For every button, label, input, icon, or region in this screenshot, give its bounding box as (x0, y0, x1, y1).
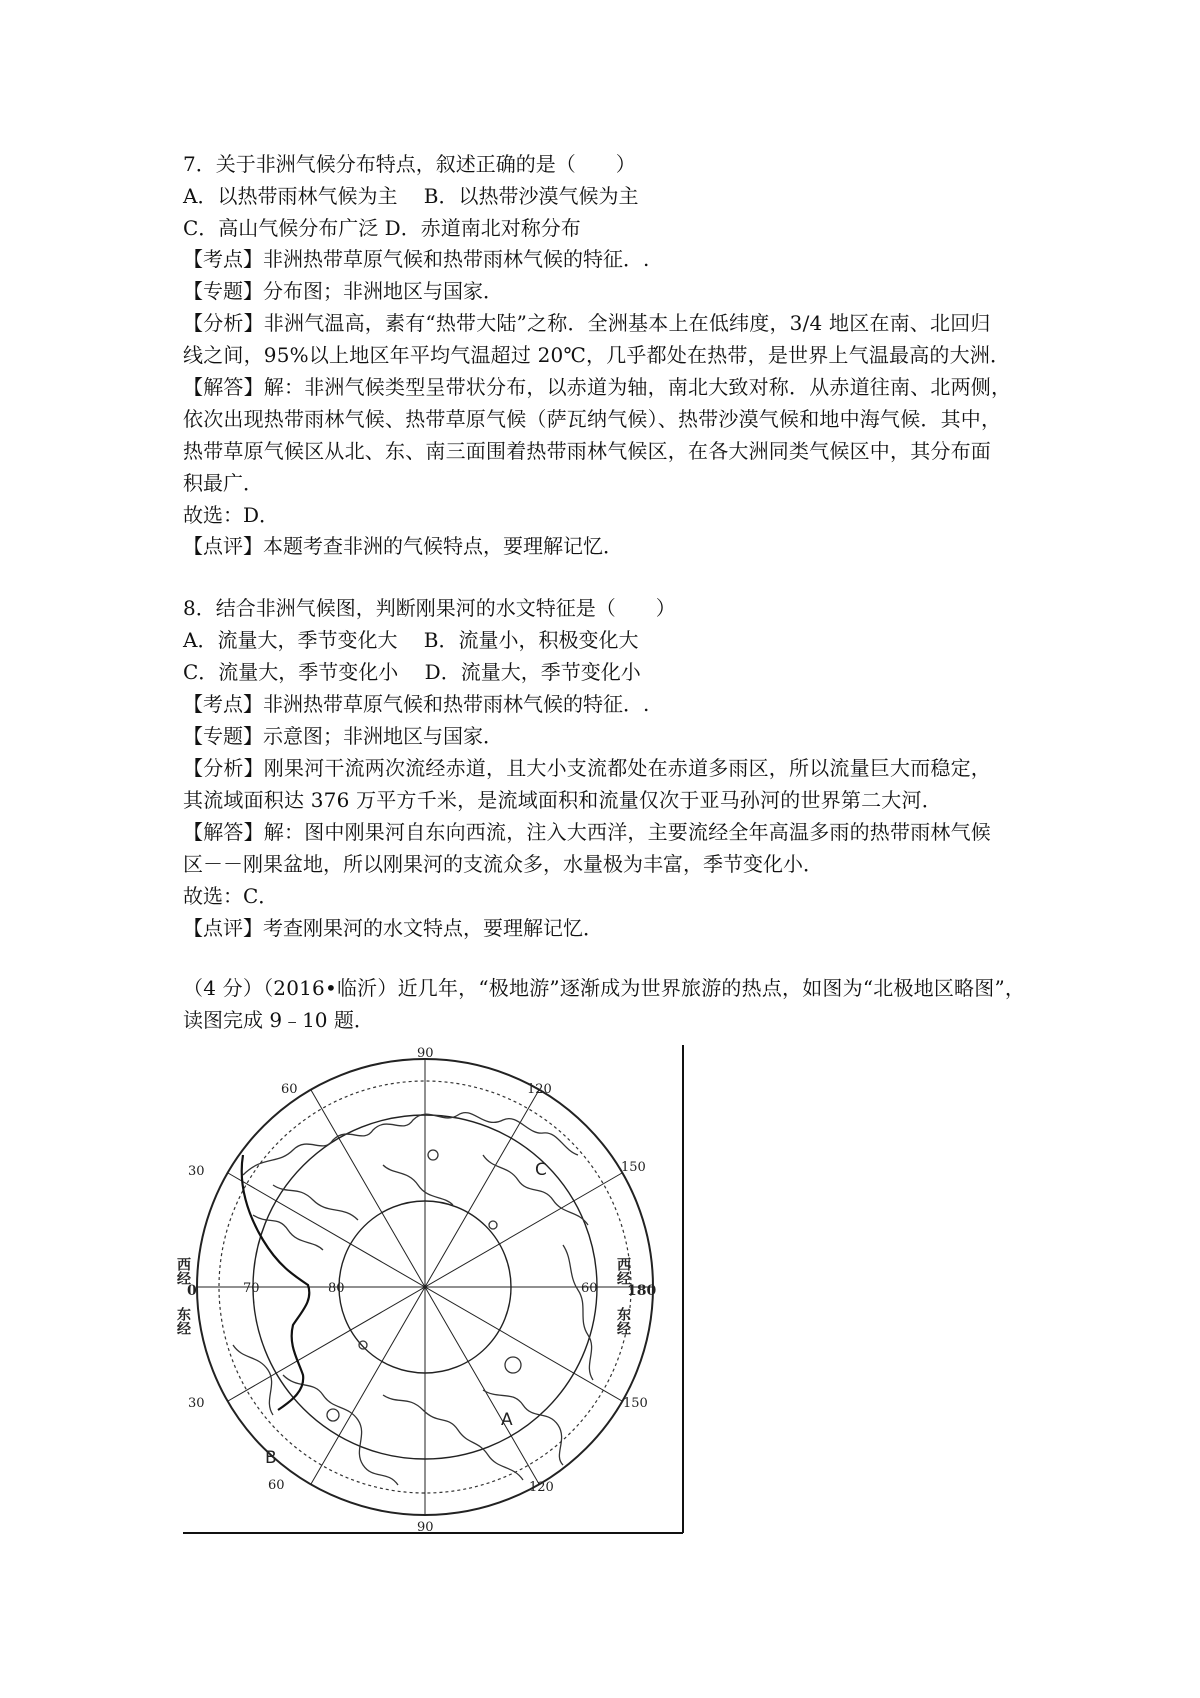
left-zero: 0 (187, 1283, 197, 1299)
point-b-label: B (265, 1448, 277, 1468)
label-left-upper-30: 30 (188, 1164, 205, 1179)
left-west-char1: 西经 (175, 1257, 191, 1285)
q8-kaodian: 【考点】非洲热带草原气候和热带雨林气候的特征．. (183, 692, 650, 716)
q7-fenxi-line2: 线之间，95%以上地区年平均气温超过 20℃，几乎都处在热带，是世界上气温最高的大洲． (183, 343, 1011, 367)
q7-zhuanti: 【专题】分布图；非洲地区与国家． (183, 279, 503, 303)
label-top-90: 90 (417, 1046, 434, 1061)
q7-jieda-line4: 积最广． (183, 471, 263, 495)
label-left-lower-30: 30 (188, 1396, 205, 1411)
q8-fenxi-line1: 【分析】刚果河干流两次流经赤道，且大小支流都处在赤道多雨区，所以流量巨大而稳定， (183, 756, 991, 780)
right-west: 西经 (615, 1257, 631, 1285)
q8-answer: 故选：C． (183, 884, 279, 908)
q7-stem: 7．关于非洲气候分布特点，叙述正确的是（ ） (183, 152, 636, 176)
right-180: 180 (627, 1283, 657, 1299)
q7-jieda-line3: 热带草原气候区从北、东、南三面围着热带雨林气候区，在各大洲同类气候区中，其分布面 (183, 439, 991, 463)
q7-answer: 故选：D． (183, 503, 280, 527)
label-lat-80-right: 60 (581, 1281, 598, 1296)
q7-fenxi-line1: 【分析】非洲气温高，素有“热带大陆”之称．全洲基本上在低纬度，3/4 地区在南、北回归 (183, 311, 991, 335)
q8-zhuanti: 【专题】示意图；非洲地区与国家． (183, 724, 503, 748)
q7-options-ab: A．以热带雨林气候为主 B．以热带沙漠气候为主 (183, 184, 639, 208)
q7-kaodian: 【考点】非洲热带草原气候和热带雨林气候的特征．. (183, 247, 650, 271)
label-lower-right-120: 120 (529, 1480, 554, 1495)
label-lower-left-60: 60 (268, 1478, 285, 1493)
left-side-label (175, 1257, 197, 1335)
right-east: 东经 (615, 1307, 631, 1335)
label-right-lower-150: 150 (623, 1396, 648, 1411)
label-upper-left-60: 60 (281, 1082, 298, 1097)
q8-jieda-line2: 区－－刚果盆地，所以刚果河的支流众多，水量极为丰富，季节变化小． (183, 852, 823, 876)
q7-jieda-line1: 【解答】解：非洲气候类型呈带状分布，以赤道为轴，南北大致对称．从赤道往南、北两侧， (183, 375, 1012, 399)
q8-jieda-line1: 【解答】解：图中刚果河自东向西流，注入大西洋，主要流经全年高温多雨的热带雨林气候 (183, 820, 991, 844)
arctic-map-svg (175, 1045, 686, 1535)
label-upper-right-120: 120 (527, 1082, 552, 1097)
q8-fenxi-line2: 其流域面积达 376 万平方千米，是流域面积和流量仅次于亚马孙河的世界第二大河． (183, 788, 942, 812)
label-lat-70: 70 (243, 1281, 260, 1296)
left-east: 东经 (175, 1307, 191, 1335)
q8-options-cd: C．流量大，季节变化小 D．流量大，季节变化小 (183, 660, 641, 684)
intro-line1: （4 分）（2016•临沂）近几年，“极地游”逐渐成为世界旅游的热点，如图为“北极地区略图”， (183, 976, 1026, 1000)
q8-dianping: 【点评】考查刚果河的水文特点，要理解记忆． (183, 916, 603, 940)
intro-line2: 读图完成 9﹣10 题． (183, 1008, 374, 1032)
q7-dianping: 【点评】本题考查非洲的气候特点，要理解记忆． (183, 534, 623, 558)
q8-stem: 8．结合非洲气候图，判断刚果河的水文特征是（ ） (183, 596, 676, 620)
label-right-upper-150: 150 (621, 1160, 646, 1175)
q7-jieda-line2: 依次出现热带雨林气候、热带草原气候（萨瓦纳气候）、热带沙漠气候和地中海气候．其中， (183, 407, 1002, 431)
q8-options-ab: A．流量大，季节变化大 B．流量小，积极变化大 (183, 628, 639, 652)
q7-options-cd: C．高山气候分布广泛 D．赤道南北对称分布 (183, 216, 581, 240)
label-bottom-90: 90 (417, 1520, 434, 1535)
label-lat-80: 80 (328, 1281, 345, 1296)
point-a-label: A (501, 1410, 513, 1430)
point-c-label: C (535, 1160, 547, 1180)
arctic-map-figure (175, 1045, 686, 1535)
